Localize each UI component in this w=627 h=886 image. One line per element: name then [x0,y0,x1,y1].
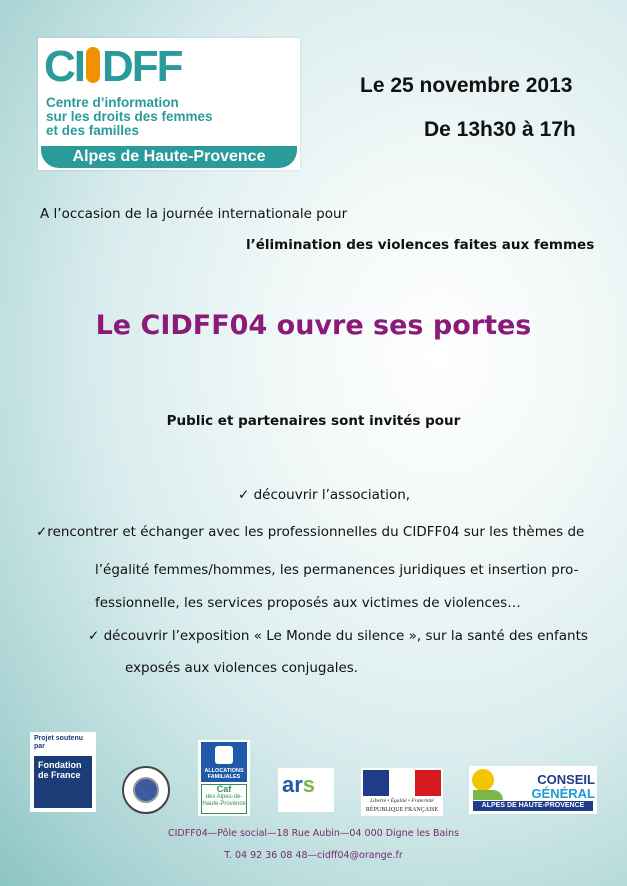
conseil-general-logo: CONSEIL GÉNÉRAL ALPES DE HAUTE-PROVENCE [469,766,597,814]
caf-emblem-icon [215,746,233,764]
footer-address: CIDFF04—Pôle social—18 Rue Aubin—04 000 Digne les Bains [168,828,459,839]
headline: Le CIDFF04 ouvre ses portes [95,310,532,341]
cidff-wordmark: CI DFF [44,42,182,91]
plug-icon [86,47,100,83]
caf-logo: ALLOCATIONS FAMILIALES Caf des Alpes-de-Haute-Provence [198,740,250,816]
list-item-meet-professionals-line3: fessionnelle, les services proposés aux victimes de violences… [95,595,521,611]
cidff-logo [38,38,300,170]
event-time: De 13h30 à 17h [424,118,576,141]
sun-icon [472,769,494,791]
list-item-meet-professionals-line2: l’égalité femmes/hommes, les permanences juridiques et insertion pro- [95,562,579,578]
cidff-region: Alpes de Haute-Provence [41,146,297,168]
republique-francaise-logo: Liberté • Égalité • Fraternité RÉPUBLIQUE FRANÇAISE [361,768,443,816]
list-item-exhibition-line2: exposés aux violences conjugales. [125,660,359,676]
list-item-exhibition: ✓ découvrir l’exposition « Le Monde du silence », sur la santé des enfants [88,628,588,644]
cidff-subtitle: Centre d’information sur les droits des femmes et des familles [46,95,213,138]
shield-icon [133,777,159,803]
fondation-de-france-logo: Projet soutenu par Fondation de France [30,732,96,812]
digne-les-bains-seal-logo [122,766,170,814]
event-date: Le 25 novembre 2013 [360,74,573,97]
list-item-meet-professionals: ✓rencontrer et échanger avec les professionnelles du CIDFF04 sur les thèmes de [36,524,585,540]
intro-line-2: l’élimination des violences faites aux femmes [246,237,595,253]
french-flag-icon [363,770,441,796]
ars-logo: ars [278,768,334,812]
footer-contact: T. 04 92 36 08 48—cidff04@orange.fr [224,850,403,861]
list-item-discover-association: ✓ découvrir l’association, [238,487,411,503]
intro-line-1: A l’occasion de la journée internationale pour [40,206,348,222]
invited-text: Public et partenaires sont invités pour [166,413,461,429]
